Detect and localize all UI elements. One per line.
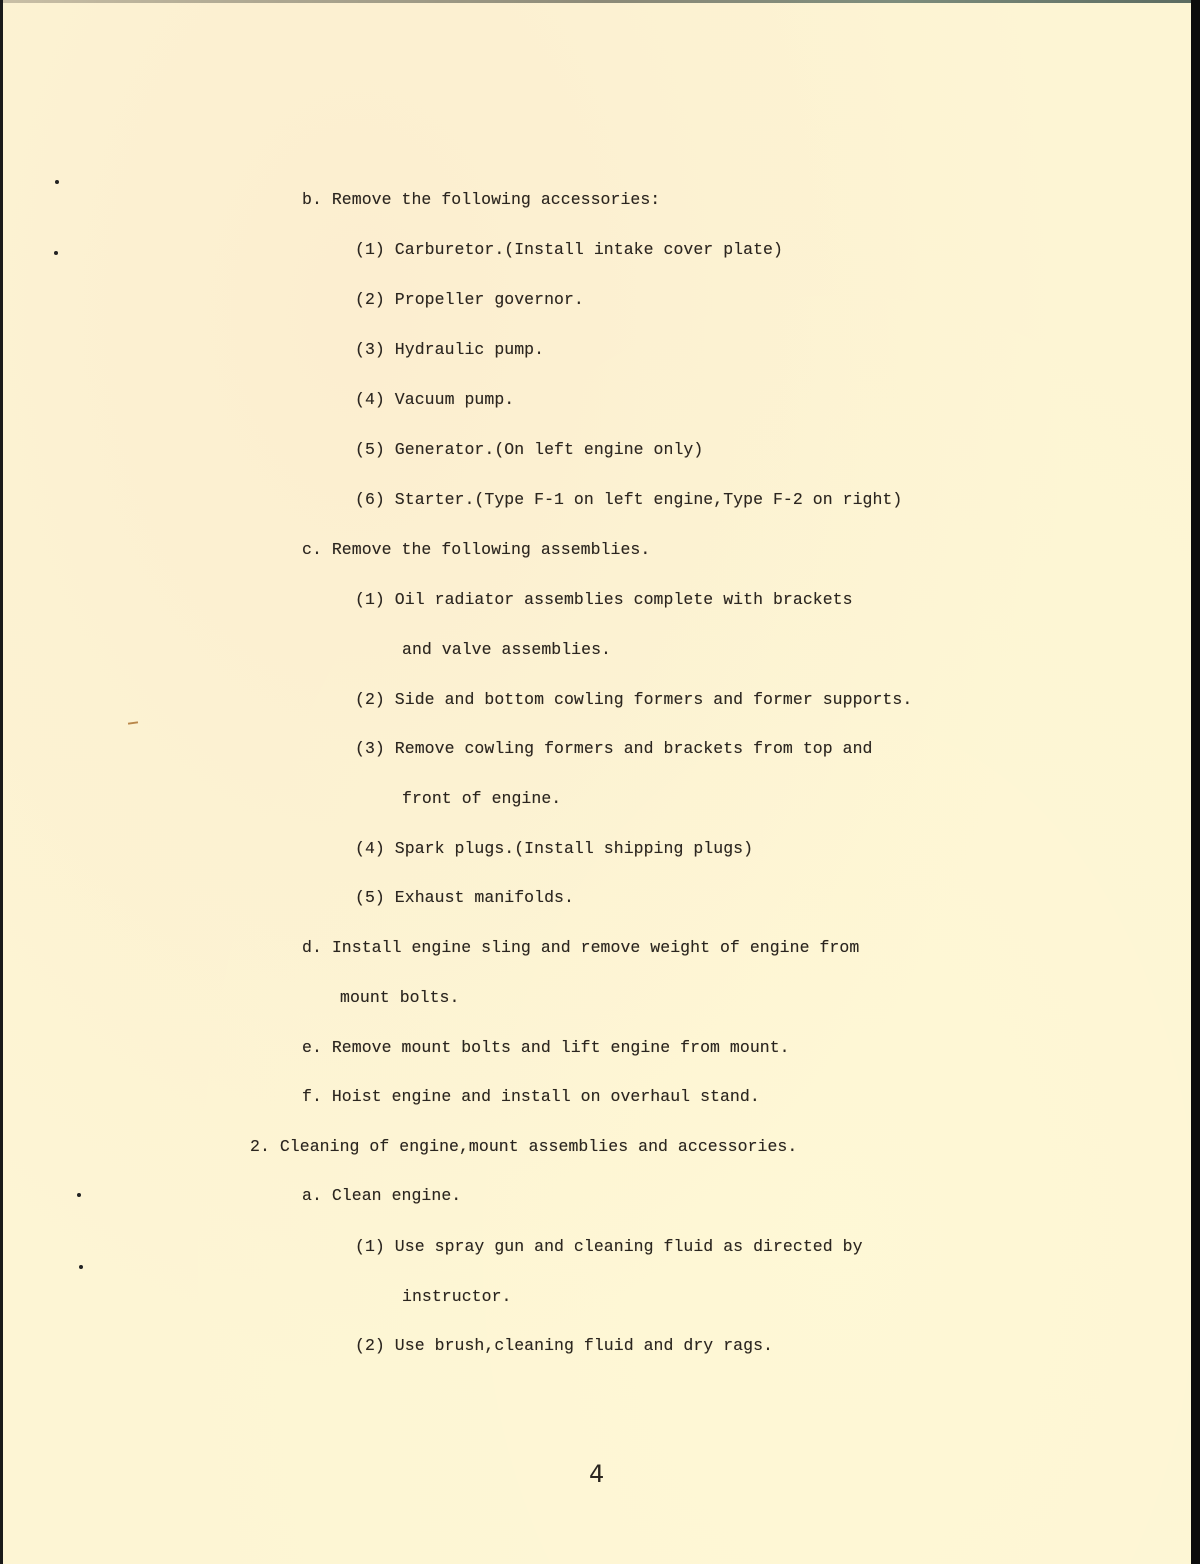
item-b6-starter: (6) Starter.(Type F-1 on left engine,Type F-2 on right): [355, 490, 903, 509]
item-b-remove-accessories: b. Remove the following accessories:: [302, 190, 661, 209]
margin-mark-dot: [55, 180, 59, 184]
item-b1-carburetor: (1) Carburetor.(Install intake cover plate): [355, 240, 783, 259]
item-c4-spark-plugs: (4) Spark plugs.(Install shipping plugs): [355, 839, 754, 858]
margin-mark-dash: [128, 721, 138, 724]
item-f-hoist-engine: f. Hoist engine and install on overhaul stand.: [302, 1087, 760, 1106]
item-d-continuation: mount bolts.: [340, 988, 460, 1007]
scan-edge-top: [0, 0, 1200, 3]
item-c3-continuation: front of engine.: [402, 789, 562, 808]
item-c3-remove-cowling: (3) Remove cowling formers and brackets from top and: [355, 739, 873, 758]
item-2a-clean-engine: a. Clean engine.: [302, 1186, 462, 1205]
page-number: 4: [589, 1460, 605, 1488]
scan-edge-right: [1191, 0, 1200, 1564]
item-c-remove-assemblies: c. Remove the following assemblies.: [302, 540, 651, 559]
item-c1-oil-radiator: (1) Oil radiator assemblies complete with brackets: [355, 590, 853, 609]
item-2a1-spray-gun: (1) Use spray gun and cleaning fluid as directed by: [355, 1237, 863, 1256]
item-b4-vacuum-pump: (4) Vacuum pump.: [355, 390, 515, 409]
item-2a2-brush: (2) Use brush,cleaning fluid and dry rags.: [355, 1336, 773, 1355]
scan-edge-left: [0, 0, 3, 1564]
item-c5-exhaust-manifolds: (5) Exhaust manifolds.: [355, 888, 574, 907]
item-e-remove-mount-bolts: e. Remove mount bolts and lift engine from mount.: [302, 1038, 790, 1057]
margin-mark-dot: [77, 1193, 81, 1197]
section-2-cleaning: 2. Cleaning of engine,mount assemblies and accessories.: [250, 1137, 798, 1156]
item-d-engine-sling: d. Install engine sling and remove weight of engine from: [302, 938, 860, 957]
item-b3-hydraulic-pump: (3) Hydraulic pump.: [355, 340, 545, 359]
item-c2-cowling-formers: (2) Side and bottom cowling formers and former supports.: [355, 690, 913, 709]
item-c1-continuation: and valve assemblies.: [402, 640, 611, 659]
item-b5-generator: (5) Generator.(On left engine only): [355, 440, 704, 459]
item-b2-propeller-governor: (2) Propeller governor.: [355, 290, 584, 309]
item-2a1-continuation: instructor.: [402, 1287, 512, 1306]
margin-mark-dot: [79, 1265, 83, 1269]
margin-mark-dot: [54, 251, 58, 255]
